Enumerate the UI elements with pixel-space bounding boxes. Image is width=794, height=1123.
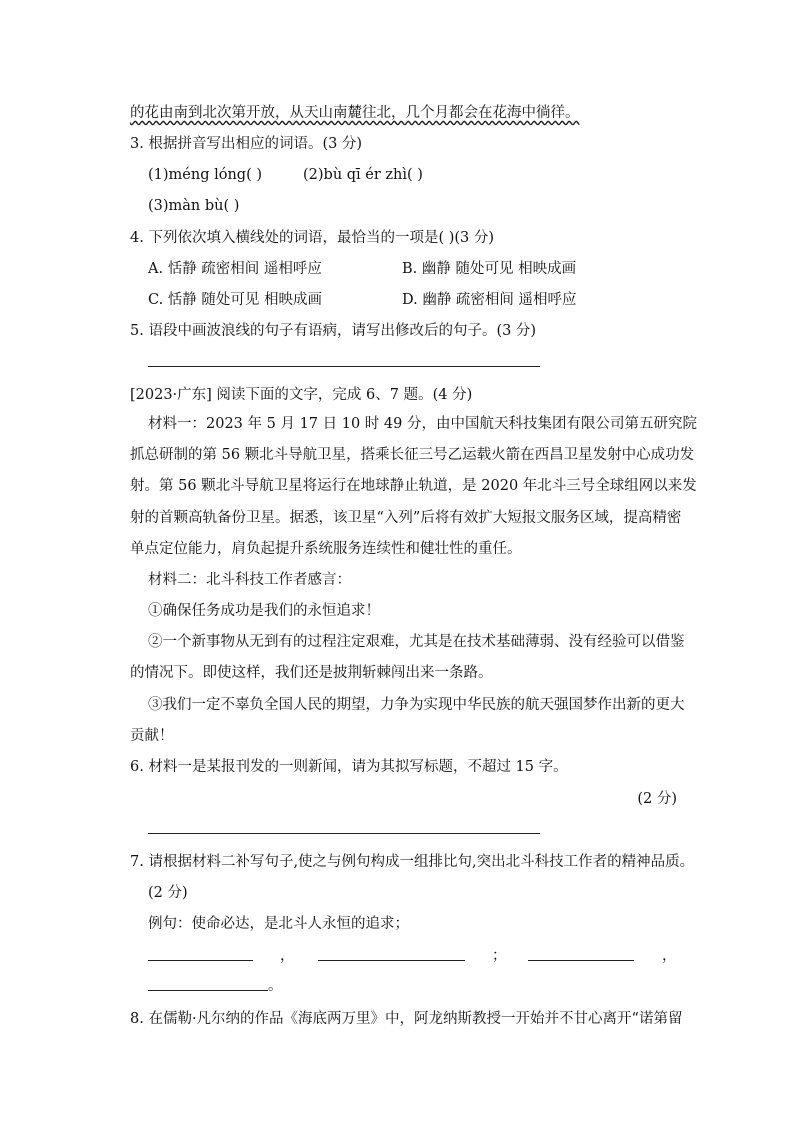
q7-blank-3[interactable] <box>528 960 634 961</box>
q7-semicolon: ； <box>492 948 507 964</box>
material-2-item-1: ①确保任务成功是我们的永恒追求！ <box>148 603 380 619</box>
q6-score: (2 分) <box>637 791 677 807</box>
q7-blank-1[interactable] <box>148 960 253 961</box>
q3-item-3: (3)màn bù( ) <box>148 198 240 214</box>
q7-blank-2[interactable] <box>318 960 465 961</box>
q7-comma-1: ， <box>280 948 295 964</box>
q4-option-d: D. 幽静 疏密相间 遥相呼应 <box>402 292 577 308</box>
material-2-item-3-line-1: ③我们一定不辜负全国人民的期望，力争为实现中华民族的航天强国梦作出新的更大 <box>148 697 685 713</box>
q7-comma-2: ， <box>662 948 677 964</box>
q7-blank-4[interactable] <box>148 990 268 991</box>
q7-period: 。 <box>268 978 283 994</box>
q3-item-2: (2)bù qī ér zhì( ) <box>303 167 423 183</box>
reading-intro: [2023·广东] 阅读下面的文字，完成 6、7 题。(4 分) <box>130 387 473 403</box>
material-1-line-1: 材料一：2023 年 5 月 17 日 10 时 49 分，由中国航天科技集团有限公司第五研究院 <box>148 416 697 432</box>
q6-prompt: 6. 材料一是某报刊发的一则新闻，请为其拟写标题，不超过 15 字。 <box>130 759 568 775</box>
material-1-line-4: 射的首颗高轨备份卫星。据悉，该卫星“入列”后将有效扩大短报文服务区域，提高精密 <box>130 510 682 526</box>
q3-item-1: (1)méng lóng( ) <box>148 167 263 183</box>
q8-prompt: 8. 在儒勒·凡尔纳的作品《海底两万里》中，阿龙纳斯教授一开始并不甘心离开“诺第留 <box>130 1011 683 1027</box>
material-1-line-2: 抓总研制的第 56 颗北斗导航卫星，搭乘长征三号乙运载火箭在西昌卫星发射中心成功发 <box>130 447 695 463</box>
material-2-title: 材料二：北斗科技工作者感言： <box>148 572 351 588</box>
q4-option-c: C. 恬静 随处可见 相映成画 <box>148 292 323 308</box>
material-1-line-5: 单点定位能力，肩负起提升系统服务连续性和健壮性的重任。 <box>130 541 522 557</box>
material-2-item-2-line-1: ②一个新事物从无到有的过程注定艰难，尤其是在技术基础薄弱、没有经验可以借鉴 <box>148 634 685 650</box>
q2-passage-tail: 的花由南到北次第开放，从天山南麓往北，几个月都会在花海中徜徉。 <box>130 105 580 121</box>
q4-option-b: B. 幽静 随处可见 相映成画 <box>402 261 577 277</box>
q3-prompt: 3. 根据拼音写出相应的词语。(3 分) <box>130 136 363 152</box>
material-2-item-2-line-2: 的情况下。即使这样，我们还是披荆斩棘闯出来一条路。 <box>130 665 493 681</box>
q6-answer-line[interactable] <box>148 833 540 834</box>
q4-option-a: A. 恬静 疏密相间 遥相呼应 <box>148 261 322 277</box>
q7-example: 例句：使命必达，是北斗人永恒的追求； <box>148 916 409 932</box>
q5-prompt: 5. 语段中画波浪线的句子有语病，请写出修改后的句子。(3 分) <box>130 323 537 339</box>
q7-score: (2 分) <box>148 885 188 901</box>
material-2-item-3-line-2: 贡献！ <box>130 728 174 744</box>
q4-prompt: 4. 下列依次填入横线处的词语，最恰当的一项是( )(3 分) <box>130 230 495 246</box>
q5-answer-line[interactable] <box>148 366 540 367</box>
q7-prompt: 7. 请根据材料二补写句子,使之与例句构成一组排比句,突出北斗科技工作者的精神品质。 <box>130 854 695 870</box>
material-1-line-3: 射。第 56 颗北斗导航卫星将运行在地球静止轨道，是 2020 年北斗三号全球组网以来发 <box>130 478 697 494</box>
